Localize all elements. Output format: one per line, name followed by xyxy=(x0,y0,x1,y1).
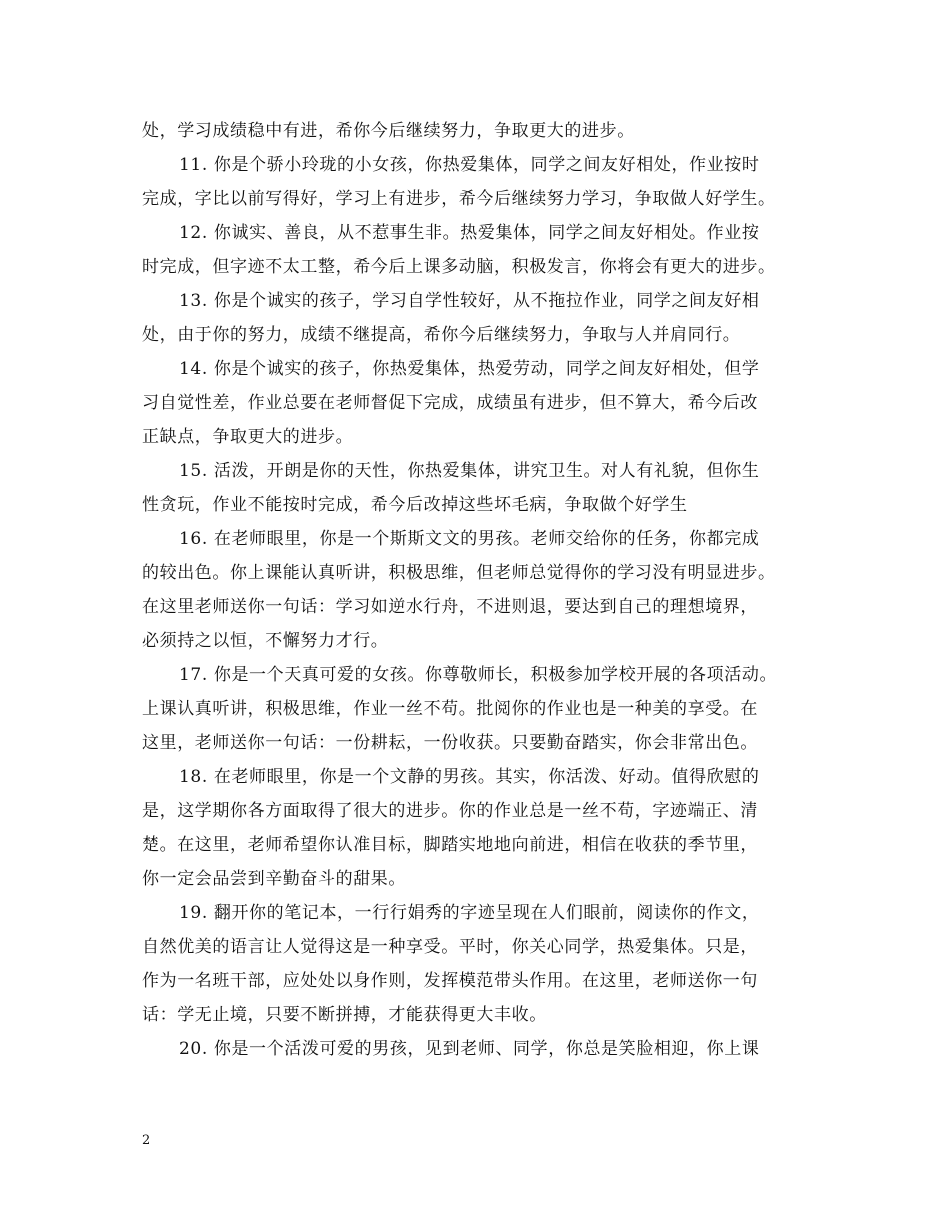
text-line: 必须持之以恒，不懈努力才行。 xyxy=(142,631,389,651)
text-line: 习自觉性差，作业总要在老师督促下完成，成绩虽有进步，但不算大，希今后改 xyxy=(142,393,758,413)
text-line: 这里，老师送你一句话：一份耕耘，一份收获。只要勤奋踏实，你会非常出色。 xyxy=(142,733,758,753)
text-line: 在这里老师送你一句话：学习如逆水行舟，不进则退，要达到自己的理想境界， xyxy=(142,597,758,617)
document-body xyxy=(142,114,827,1066)
text-line: 时完成，但字迹不太工整，希今后上课多动脑，积极发言，你将会有更大的进步。 xyxy=(142,257,776,277)
text-line: 11. 你是个骄小玲珑的小女孩，你热爱集体，同学之间友好相处，作业按时 xyxy=(179,155,760,175)
text-line: 作为一名班干部，应处处以身作则，发挥模范带头作用。在这里，老师送你一句 xyxy=(142,971,758,991)
text-line: 处，由于你的努力，成绩不继提高，希你今后继续努力，争取与人并肩同行。 xyxy=(142,325,741,345)
text-line: 完成，字比以前写得好，学习上有进步，希今后继续努力学习，争取做人好学生。 xyxy=(142,189,776,209)
text-line: 话：学无止境，只要不断拼搏，才能获得更大丰收。 xyxy=(142,1005,547,1025)
text-line: 是，这学期你各方面取得了很大的进步。你的作业总是一丝不苟，字迹端正、清 xyxy=(142,801,758,821)
text-line: 你一定会品尝到辛勤奋斗的甜果。 xyxy=(142,869,406,889)
text-line: 处，学习成绩稳中有进，希你今后继续努力，争取更大的进步。 xyxy=(142,121,635,141)
text-line: 15. 活泼，开朗是你的天性，你热爱集体，讲究卫生。对人有礼貌，但你生 xyxy=(179,461,760,481)
text-line: 17. 你是一个天真可爱的女孩。你尊敬师长，积极参加学校开展的各项活动。 xyxy=(179,665,778,685)
text-line: 自然优美的语言让人觉得这是一种享受。平时，你关心同学，热爱集体。只是， xyxy=(142,937,758,957)
text-line: 性贪玩，作业不能按时完成，希今后改掉这些坏毛病，争取做个好学生 xyxy=(142,495,688,515)
text-line: 16. 在老师眼里，你是一个斯斯文文的男孩。老师交给你的任务，你都完成 xyxy=(179,529,760,549)
text-line: 楚。在这里，老师希望你认准目标，脚踏实地地向前进，相信在收获的季节里， xyxy=(142,835,758,855)
text-line: 的较出色。你上课能认真听讲，积极思维，但老师总觉得你的学习没有明显进步。 xyxy=(142,563,776,583)
text-line: 12. 你诚实、善良，从不惹事生非。热爱集体，同学之间友好相处。作业按 xyxy=(179,223,760,243)
text-line: 上课认真听讲，积极思维，作业一丝不苟。批阅你的作业也是一种美的享受。在 xyxy=(142,699,758,719)
text-line: 20. 你是一个活泼可爱的男孩，见到老师、同学，你总是笑脸相迎，你上课 xyxy=(179,1039,760,1059)
text-line: 13. 你是个诚实的孩子，学习自学性较好，从不拖拉作业，同学之间友好相 xyxy=(179,291,760,311)
text-line: 正缺点，争取更大的进步。 xyxy=(142,427,354,447)
text-line: 19. 翻开你的笔记本，一行行娟秀的字迹呈现在人们眼前，阅读你的作文， xyxy=(179,903,760,923)
page-number: 2 xyxy=(142,1133,151,1148)
text-line: 18. 在老师眼里，你是一个文静的男孩。其实，你活泼、好动。值得欣慰的 xyxy=(179,767,760,787)
text-line: 14. 你是个诚实的孩子，你热爱集体，热爱劳动，同学之间友好相处，但学 xyxy=(179,359,760,379)
